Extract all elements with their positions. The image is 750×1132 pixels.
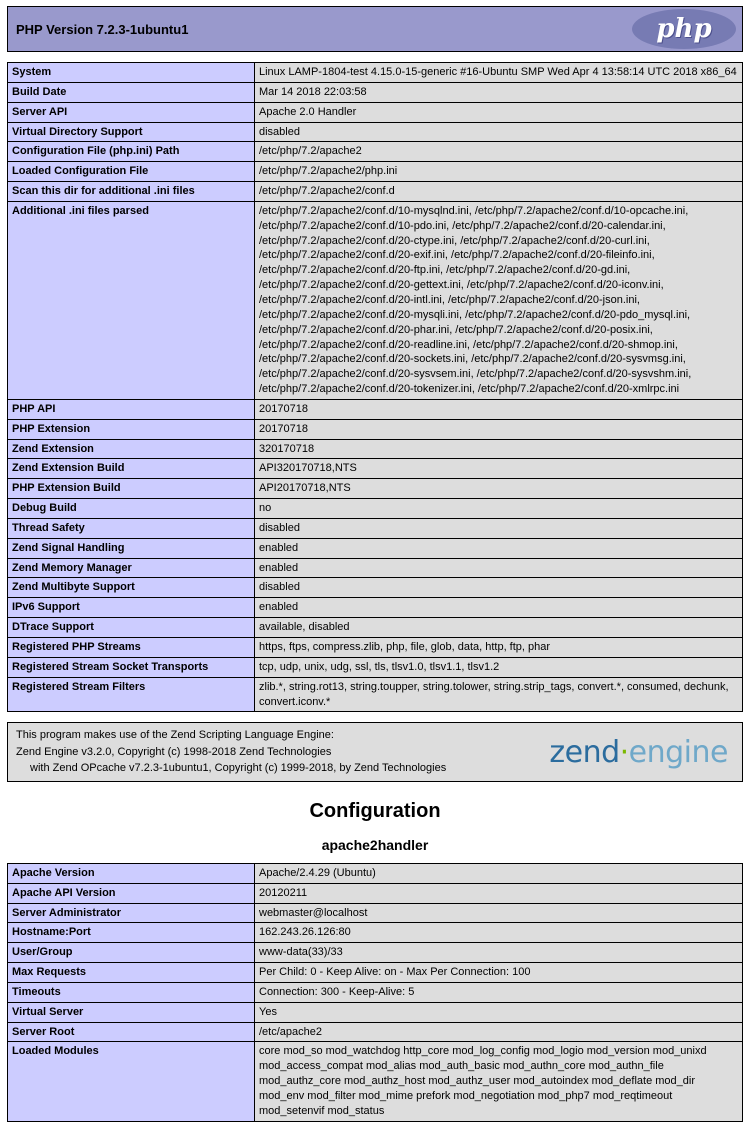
row-key: Debug Build bbox=[8, 499, 255, 519]
table-row bbox=[8, 162, 743, 182]
row-key: Server Administrator bbox=[8, 903, 255, 923]
table-row bbox=[8, 201, 743, 399]
table-row bbox=[8, 122, 743, 142]
row-key: Registered Stream Socket Transports bbox=[8, 657, 255, 677]
phpinfo-page bbox=[7, 0, 743, 1122]
row-key: PHP Extension bbox=[8, 419, 255, 439]
row-key: Zend Memory Manager bbox=[8, 558, 255, 578]
row-value: Apache 2.0 Handler bbox=[255, 102, 743, 122]
row-key: Loaded Modules bbox=[8, 1042, 255, 1121]
row-value: /etc/php/7.2/apache2/conf.d bbox=[255, 182, 743, 202]
row-key: Zend Multibyte Support bbox=[8, 578, 255, 598]
credits-line-3: with Zend OPcache v7.2.3-1ubuntu1, Copyright (c) 1999-2018, by Zend Technologies bbox=[30, 762, 447, 775]
row-value: enabled bbox=[255, 558, 743, 578]
row-value: /etc/php/7.2/apache2/conf.d/10-mysqlnd.ini, /etc/php/7.2/apache2/conf.d/10-opcache.ini, /etc/php/7.2/apache2/conf.d/10-pdo.ini, /etc/php/7.2/apache2/conf.d/20-calendar.ini, /etc/php/7.2/apache2/conf.d/20-ctype.ini, /etc/php/7.2/apache2/conf.d/20-curl.ini, /etc/php/7.2/apache2/conf.d/20-exif.ini, /etc/php/7.2/apache2/conf.d/20-fileinfo.ini, /etc/php/7.2/apache2/conf.d/20-ftp.ini, /etc/php/7.2/apache2/conf.d/20-gd.ini, /etc/php/7.2/apache2/conf.d/20-gettext.ini, /etc/php/7.2/apache2/conf.d/20-iconv.ini, /etc/php/7.2/apache2/conf.d/20-intl.ini, /etc/php/7.2/apache2/conf.d/20-json.ini, /etc/php/7.2/apache2/conf.d/20-mysqli.ini, /etc/php/7.2/apache2/conf.d/20-pdo_mysql.ini, /etc/php/7.2/apache2/conf.d/20-phar.ini, /etc/php/7.2/apache2/conf.d/20-posix.ini, /etc/php/7.2/apache2/conf.d/20-readline.ini, /etc/php/7.2/apache2/conf.d/20-shmop.ini, /etc/php/7.2/apache2/conf.d/20-sockets.ini, /etc/php/7.2/apache2/conf.d/20-sysvmsg.ini, /etc/php/7.2/apache2/conf.d/20-sysvsem.ini, /etc/php/7.2/apache2/conf.d/20-sysvshm.ini, /etc/php/7.2/apache2/conf.d/20-tokenizer.ini, /etc/php/7.2/apache2/conf.d/20-xmlrpc.ini bbox=[255, 201, 743, 399]
row-key: Loaded Configuration File bbox=[8, 162, 255, 182]
row-key: Zend Extension Build bbox=[8, 459, 255, 479]
table-row bbox=[8, 518, 743, 538]
row-value: Linux LAMP-1804-test 4.15.0-15-generic #16-Ubuntu SMP Wed Apr 4 13:58:14 UTC 2018 x86_64 bbox=[255, 63, 743, 83]
table-row bbox=[8, 102, 743, 122]
table-row bbox=[8, 1022, 743, 1042]
table-row bbox=[8, 863, 743, 883]
table-row bbox=[8, 558, 743, 578]
row-value: Mar 14 2018 22:03:58 bbox=[255, 82, 743, 102]
row-value: /etc/php/7.2/apache2 bbox=[255, 142, 743, 162]
row-value: no bbox=[255, 499, 743, 519]
table-row bbox=[8, 538, 743, 558]
page-header bbox=[7, 6, 743, 52]
row-key: Virtual Server bbox=[8, 1002, 255, 1022]
table-row bbox=[8, 923, 743, 943]
row-key: Server Root bbox=[8, 1022, 255, 1042]
table-row bbox=[8, 618, 743, 638]
table-row bbox=[8, 82, 743, 102]
table-row bbox=[8, 963, 743, 983]
row-key: Apache Version bbox=[8, 863, 255, 883]
row-key: Server API bbox=[8, 102, 255, 122]
table-row bbox=[8, 657, 743, 677]
table-row bbox=[8, 499, 743, 519]
zend-engine-logo bbox=[549, 735, 734, 770]
row-value: Connection: 300 - Keep-Alive: 5 bbox=[255, 982, 743, 1002]
row-value: 20120211 bbox=[255, 883, 743, 903]
page-title: PHP Version 7.2.3-1ubuntu1 bbox=[16, 21, 189, 37]
row-value: 20170718 bbox=[255, 399, 743, 419]
row-value: 320170718 bbox=[255, 439, 743, 459]
table-row bbox=[8, 63, 743, 83]
row-key: Max Requests bbox=[8, 963, 255, 983]
table-row bbox=[8, 943, 743, 963]
row-value: zlib.*, string.rot13, string.toupper, string.tolower, string.strip_tags, convert.*, consumed, dechunk, convert.iconv.* bbox=[255, 677, 743, 712]
row-key: Registered Stream Filters bbox=[8, 677, 255, 712]
row-key: Additional .ini files parsed bbox=[8, 201, 255, 399]
row-value: available, disabled bbox=[255, 618, 743, 638]
row-key: Zend Signal Handling bbox=[8, 538, 255, 558]
row-value: Apache/2.4.29 (Ubuntu) bbox=[255, 863, 743, 883]
table-row bbox=[8, 578, 743, 598]
row-key: User/Group bbox=[8, 943, 255, 963]
table-row bbox=[8, 638, 743, 658]
table-row bbox=[8, 439, 743, 459]
php-logo-icon bbox=[632, 9, 736, 49]
table-row bbox=[8, 182, 743, 202]
row-key: Scan this dir for additional .ini files bbox=[8, 182, 255, 202]
table-row bbox=[8, 982, 743, 1002]
row-key: DTrace Support bbox=[8, 618, 255, 638]
row-value: Yes bbox=[255, 1002, 743, 1022]
row-value: tcp, udp, unix, udg, ssl, tls, tlsv1.0, tlsv1.1, tlsv1.2 bbox=[255, 657, 743, 677]
apache2handler-heading: apache2handler bbox=[321, 836, 429, 853]
zend-logo-left: zend bbox=[549, 734, 620, 770]
table-row bbox=[8, 419, 743, 439]
core-info-table bbox=[7, 62, 743, 712]
row-value: API20170718,NTS bbox=[255, 479, 743, 499]
table-row bbox=[8, 1002, 743, 1022]
table-row bbox=[8, 903, 743, 923]
row-value: disabled bbox=[255, 122, 743, 142]
table-row bbox=[8, 677, 743, 712]
row-key: Build Date bbox=[8, 82, 255, 102]
row-key: System bbox=[8, 63, 255, 83]
row-value: enabled bbox=[255, 538, 743, 558]
row-value: webmaster@localhost bbox=[255, 903, 743, 923]
row-key: Virtual Directory Support bbox=[8, 122, 255, 142]
row-key: PHP API bbox=[8, 399, 255, 419]
row-key: PHP Extension Build bbox=[8, 479, 255, 499]
apache2handler-table bbox=[7, 863, 743, 1122]
credits-line-1: This program makes use of the Zend Scripting Language Engine: bbox=[16, 729, 334, 742]
row-key: Zend Extension bbox=[8, 439, 255, 459]
table-row bbox=[8, 399, 743, 419]
credits-line-2: Zend Engine v3.2.0, Copyright (c) 1998-2018 Zend Technologies bbox=[16, 745, 332, 758]
row-value: disabled bbox=[255, 518, 743, 538]
zend-logo-right: engine bbox=[628, 734, 728, 770]
row-value: www-data(33)/33 bbox=[255, 943, 743, 963]
row-value: 20170718 bbox=[255, 419, 743, 439]
row-value: Per Child: 0 - Keep Alive: on - Max Per Connection: 100 bbox=[255, 963, 743, 983]
row-value: API320170718,NTS bbox=[255, 459, 743, 479]
row-value: enabled bbox=[255, 598, 743, 618]
row-key: Registered PHP Streams bbox=[8, 638, 255, 658]
row-value: https, ftps, compress.zlib, php, file, glob, data, http, ftp, phar bbox=[255, 638, 743, 658]
row-value: /etc/php/7.2/apache2/php.ini bbox=[255, 162, 743, 182]
row-value: /etc/apache2 bbox=[255, 1022, 743, 1042]
row-key: Apache API Version bbox=[8, 883, 255, 903]
row-key: Timeouts bbox=[8, 982, 255, 1002]
configuration-heading: Configuration bbox=[309, 799, 441, 822]
zend-credits-text bbox=[16, 727, 446, 777]
row-value: core mod_so mod_watchdog http_core mod_log_config mod_logio mod_version mod_unixd mod_access_compat mod_alias mod_auth_basic mod_authn_core mod_authn_file mod_authz_core mod_authz_host mod_authz_user mod_autoindex mod_deflate mod_dir mod_env mod_filter mod_mime prefork mod_negotiation mod_php7 mod_reqtimeout mod_setenvif mod_status bbox=[255, 1042, 743, 1121]
table-row bbox=[8, 459, 743, 479]
table-row bbox=[8, 1042, 743, 1121]
row-key: IPv6 Support bbox=[8, 598, 255, 618]
zend-credits-block bbox=[7, 722, 743, 782]
row-value: disabled bbox=[255, 578, 743, 598]
zend-logo-dot: · bbox=[619, 734, 629, 770]
row-key: Configuration File (php.ini) Path bbox=[8, 142, 255, 162]
table-row bbox=[8, 479, 743, 499]
row-key: Hostname:Port bbox=[8, 923, 255, 943]
table-row bbox=[8, 883, 743, 903]
php-logo-text: php bbox=[656, 14, 712, 44]
row-key: Thread Safety bbox=[8, 518, 255, 538]
row-value: 162.243.26.126:80 bbox=[255, 923, 743, 943]
table-row bbox=[8, 598, 743, 618]
table-row bbox=[8, 142, 743, 162]
